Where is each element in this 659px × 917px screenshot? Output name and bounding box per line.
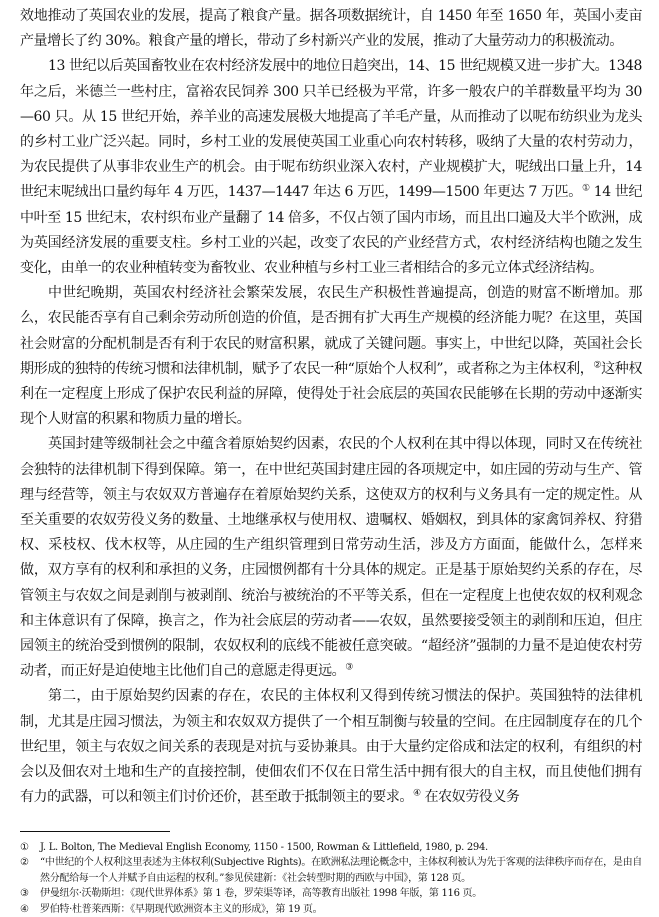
paragraph <box>20 281 642 432</box>
paragraph-text: 13 世纪以后英国畜牧业在农村经济发展中的地位日趋突出，14、15 世纪规模又进一步扩大。1348 年之后，米德兰一些村庄，富裕农民饲养 300 只羊已经极为平常，许多一般农户的羊群数量平均为 30—60 只。从 15 世纪开始，养羊业的高速发展极大地提高了羊毛产量，从而推动了以呢布纺织业为龙头的乡村工业广泛兴起。同时，乡村工业的发展使英国工业重心向农村转移，吸纳了大量的农村劳动力，为农民提供了从事非农业生产的机会。由于呢布纺织业深入农村，产业规模扩大，呢绒出口量上升，14 世纪末呢绒出口量约每年 4 万匹，1437—1447 年达 6 万匹，1499—1500 年更达 7 万匹。 <box>20 58 642 200</box>
footnote-number: ④ <box>20 902 40 917</box>
paragraph-text: 中世纪晚期，英国农村经济社会繁荣发展，农民生产积极性普遍提高，创造的财富不断增加。那么，农民能否享有自己剩余劳动所创造的价值，是否拥有扩大再生产规模的经济能力呢？在这里，英国社会财富的分配机制是否有利于农民的财富积累，就成了关键问题。事实上，中世纪以降，英国社会长期形成的独特的传统习惯和法律机制，赋予了农民一种“原始个人权利”，或者称之为主体权利， <box>20 285 642 377</box>
paragraph-text: 效地推动了英国农业的发展，提高了粮食产量。据各项数据统计，自 1450 年至 1650 年，英国小麦亩产量增长了约 30%。粮食产量的增长，带动了乡村新兴产业的发展，推动了大量劳动力的积极流动。 <box>20 8 642 49</box>
document-page <box>20 4 642 917</box>
footnote-reference[interactable]: ① <box>582 184 590 194</box>
footnote-reference[interactable]: ② <box>593 360 601 370</box>
paragraph <box>20 684 642 810</box>
paragraph-text: 14 世纪中叶至 15 世纪末，农村织布业产量翻了 14 倍多，不仅占领了国内市场，而且出口遍及大半个欧洲，成为英国经济发展的重要支柱。乡村工业的兴起，改变了农民的产业经营方式，农村经济结构也随之发生变化，由单一的农业种植转变为畜牧业、农业种植与乡村工业三者相结合的多元立体式经济结构。 <box>20 184 642 276</box>
footnote-reference[interactable]: ④ <box>413 789 421 799</box>
paragraph-text: 这种权利在一定程度上形成了保护农民利益的屏障，使得处于社会底层的英国农民能够在长期的劳动中逐渐实现个人财富的积累和物质力量的增长。 <box>20 361 642 427</box>
footnote-reference[interactable]: ③ <box>345 663 353 673</box>
footnote-number: ③ <box>20 886 40 902</box>
paragraph-text: 在农奴劳役义务 <box>421 789 520 805</box>
footnote <box>20 855 642 886</box>
paragraph-text: 第二，由于原始契约因素的存在，农民的主体权利又得到传统习惯法的保护。英国独特的法律机制，尤其是庄园习惯法，为领主和农奴双方提供了一个相互制衡与较量的空间。在庄园制度存在的几个世纪里，领主与农奴之间关系的表现是对抗与妥协兼具。由于大量约定俗成和法定的权利，有组织的村会以及佃农对土地和生产的直接控制，使佃农们不仅在日常生活中拥有很大的自主权，而且使他们拥有有力的武器，可以和领主们讨价还价，甚至敢于抵制领主的要求。 <box>20 688 642 805</box>
footnote-text: J. L. Bolton, The Medieval English Economy, 1150 - 1500, Rowman & Littlefield, 1980, p. 294. <box>40 840 642 856</box>
paragraph <box>20 4 642 54</box>
footnote <box>20 886 642 902</box>
paragraph <box>20 54 642 281</box>
footnote-text: 伊曼纽尔·沃勒斯坦：《现代世界体系》第 1 卷，罗荣渠等译，高等教育出版社 1998 年版，第 116 页。 <box>40 886 642 902</box>
body-text <box>20 4 642 811</box>
footnote-text: 罗伯特·杜普莱西斯：《早期现代欧洲资本主义的形成》，第 19 页。 <box>40 902 642 917</box>
footnote-divider <box>20 831 170 832</box>
footnotes <box>20 840 642 917</box>
footnote-text: “中世纪的个人权利这里表述为主体权利(Subjective Rights)。在欧洲私法理论概念中，主体权利被认为先于客观的法律秩序而存在，是由自然分配给每一个人并赋予自由运程的权利。”参见侯建新：《社会转型时期的西欧与中国》，第 128 页。 <box>40 855 642 886</box>
footnote-number: ② <box>20 855 40 886</box>
footnote-number: ① <box>20 840 40 856</box>
footnote <box>20 902 642 917</box>
footnote <box>20 840 642 856</box>
paragraph <box>20 432 642 684</box>
paragraph-text: 英国封建等级制社会之中蕴含着原始契约因素，农民的个人权利在其中得以体现，同时又在传统社会独特的法律机制下得到保障。第一，在中世纪英国封建庄园的各项规定中，如庄园的劳动与生产、管理与经营等，领主与农奴双方普遍存在着原始契约关系，这使双方的权利与义务具有一定的规定性。从至关重要的农奴劳役义务的数量、土地继承权与使用权、遗嘱权、婚姻权，到具体的家禽饲养权、狩猎权、采枝权、伐木权等，从庄园的生产组织管理到日常劳动生活，涉及方方面面，能做什么，怎样来做，双方享有的权利和承担的义务，庄园惯例都有十分具体的规定。正是基于原始契约关系的存在，尽管领主与农奴之间是剥削与被剥削、统治与被统治的不平等关系，但在一定程度上也使农奴的权利观念和主体意识有了保障，换言之，作为社会底层的劳动者——农奴，虽然要接受领主的剥削和压迫，但庄园领主的统治受到惯例的限制，农奴权利的底线不能被任意突破。“超经济”强制的力量不是迫使农村劳动者，而正好是迫使地主比他们自己的意愿走得更远。 <box>20 436 642 679</box>
